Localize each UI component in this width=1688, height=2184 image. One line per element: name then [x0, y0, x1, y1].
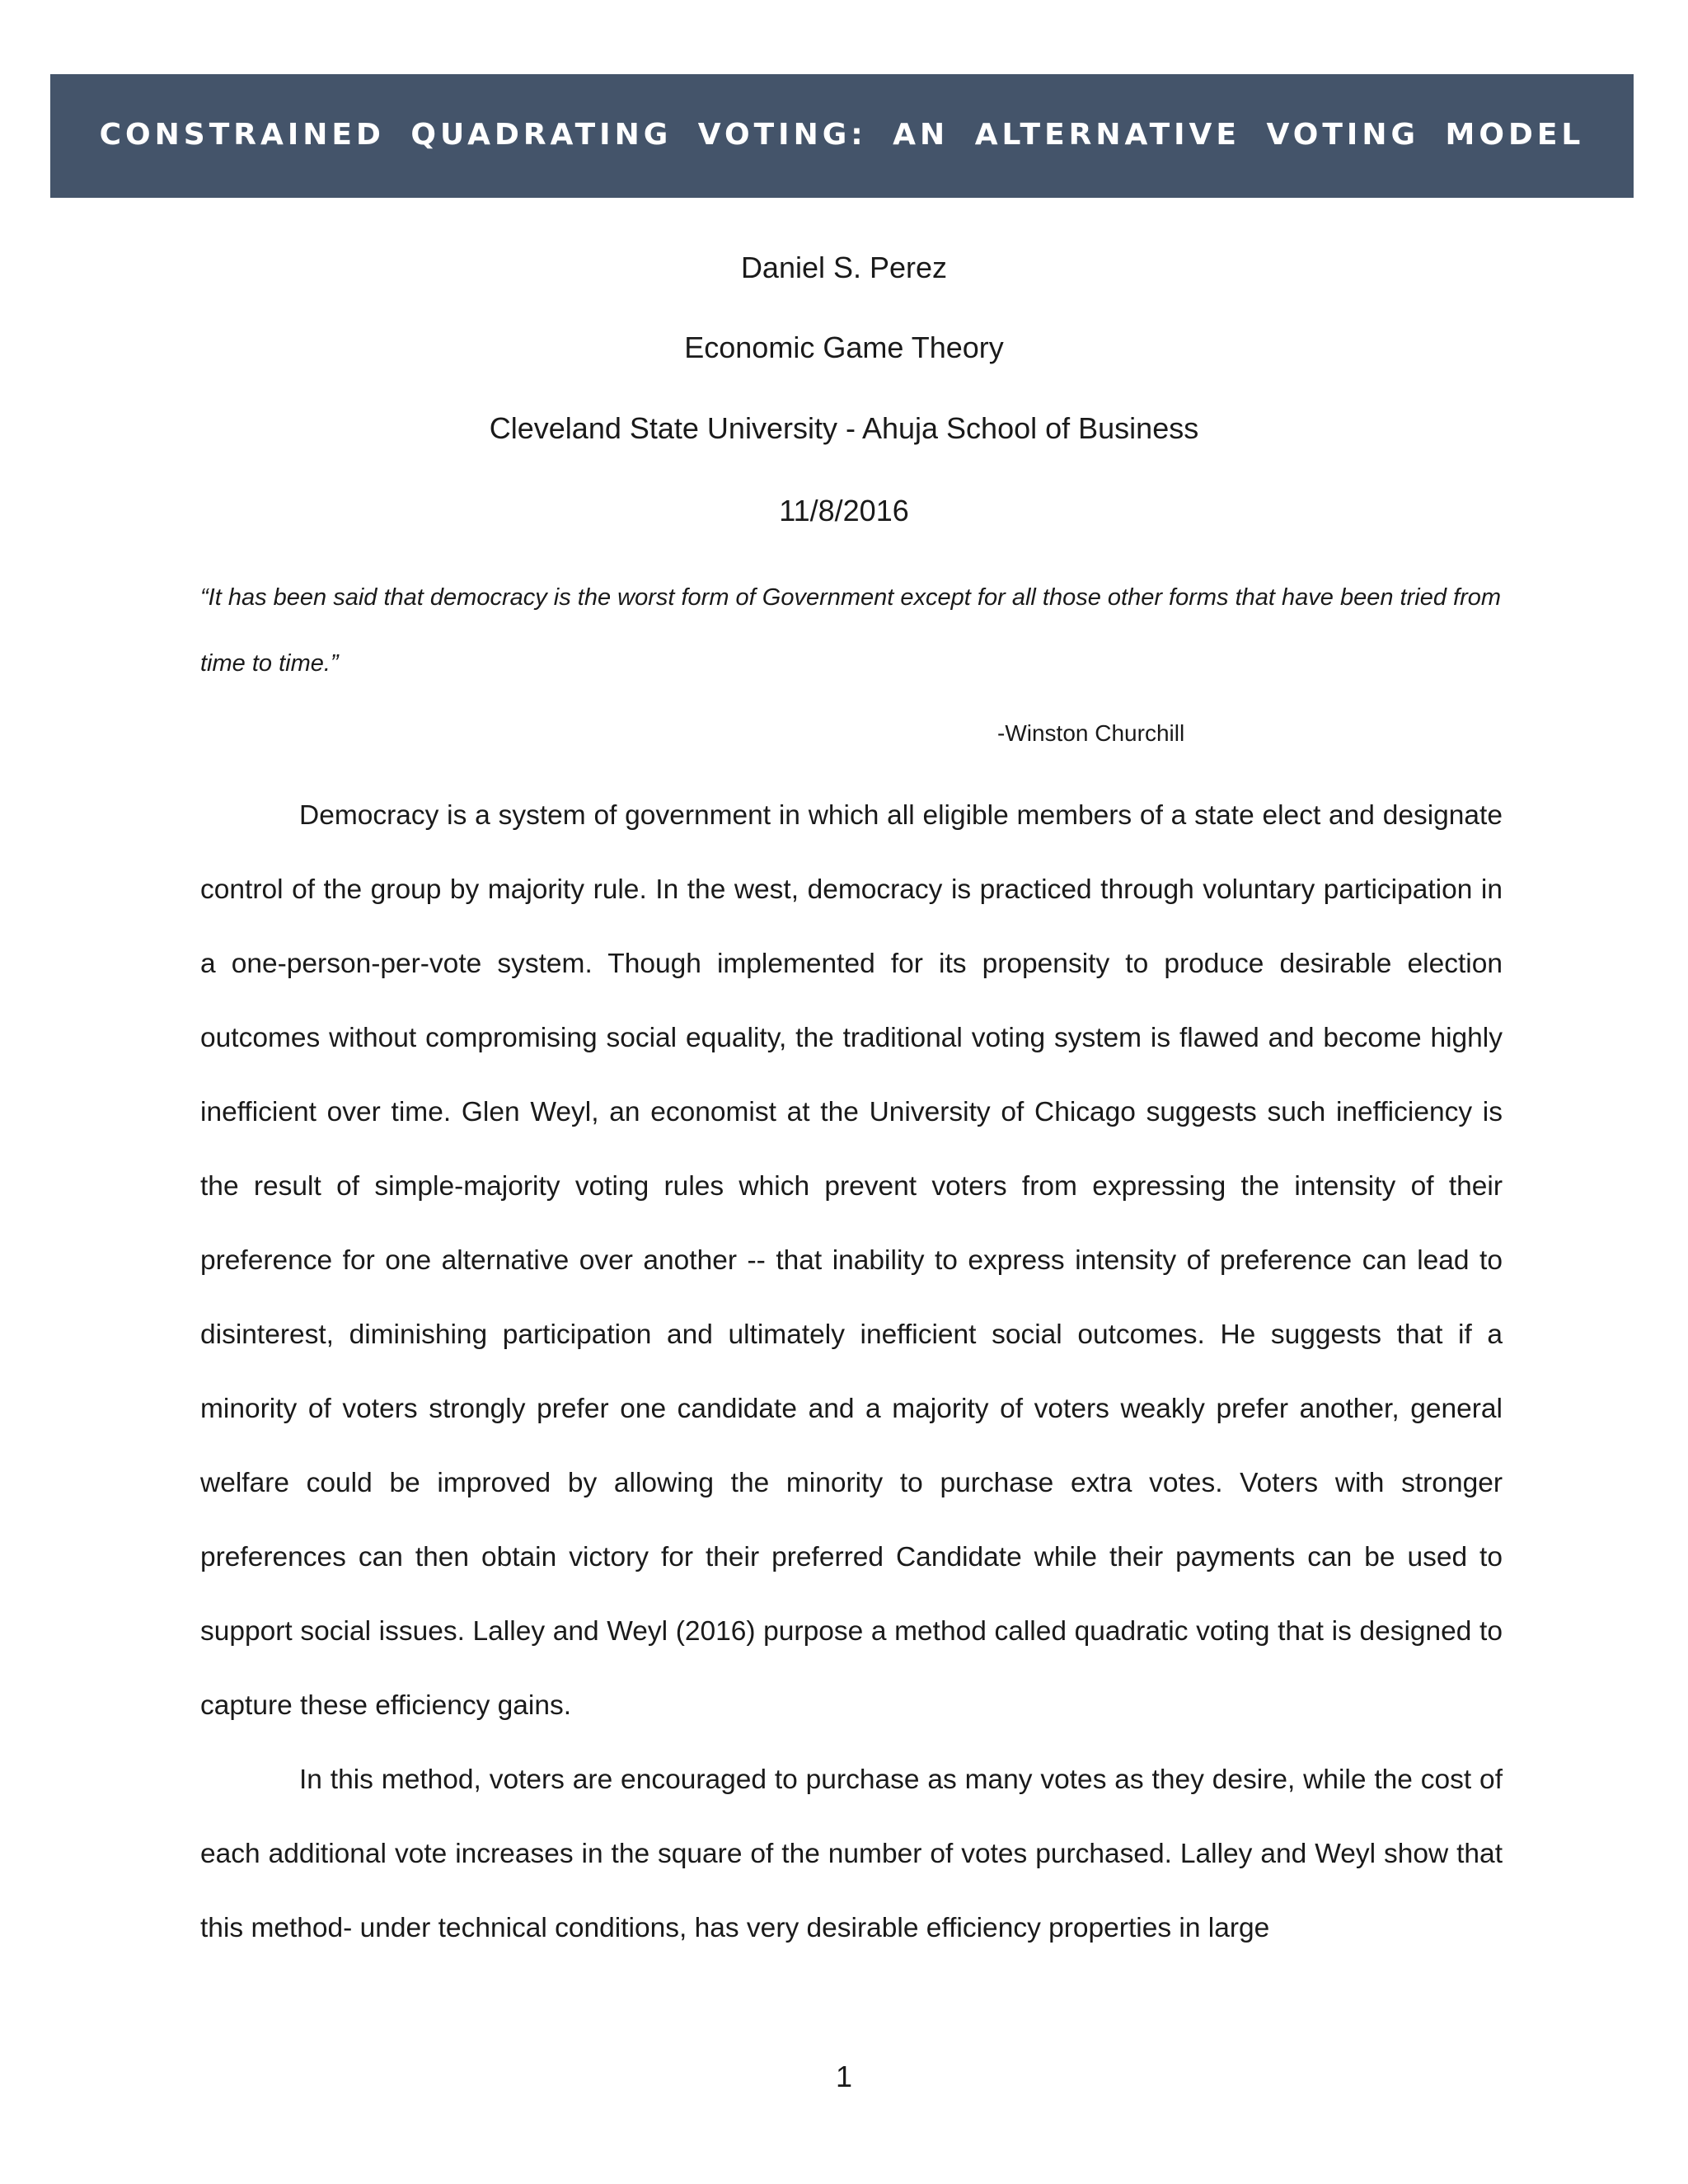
paragraph: In this method, voters are encouraged to purchase as many votes as they desire, while the cost of each additional vote increases in the square of the number of votes purchased. Lalley and Weyl show that this method- under technical conditions, has very desirable efficiency properties in large [200, 1765, 1503, 1943]
epigraph-attribution: -Winston Churchill [997, 720, 1185, 746]
author-name: Daniel S. Perez [740, 251, 948, 284]
epigraph-quote: “It has been said that democracy is the worst form of Government except for all those other forms that have been tried from time to time.” [200, 584, 1502, 677]
page-number: 1 [835, 2060, 853, 2093]
paragraph: Democracy is a system of government in which all eligible members of a state elect and designate control of the group by majority rule. In the west, democracy is practiced through voluntary participation in a one-person-per-vote system. Though implemented for its propensity to produce desirable election outcomes without compromising social equality, the traditional voting system is flawed and become highly inefficient over time. Glen Weyl, an economist at the University of Chicago suggests such inefficiency is the result of simple-majority voting rules which prevent voters from expressing the intensity of their preference for one alternative over another -- that inability to express intensity of preference can lead to disinterest, diminishing participation and ultimately inefficient social outcomes. He suggests that if a minority of voters strongly prefer one candidate and a majority of voters weakly prefer another, general welfare could be improved by allowing the minority to purchase extra votes. Voters with stronger preferences can then obtain victory for their preferred Candidate while their payments can be used to support social issues. Lalley and Weyl (2016) purpose a method called quadratic voting that is designed to capture these efficiency gains. [200, 800, 1503, 1721]
paper-title: CONSTRAINED QUADRATING VOTING: AN ALTERNATIVE VOTING MODEL [99, 117, 1585, 152]
title-banner [50, 74, 1634, 198]
paper-date: 11/8/2016 [779, 494, 909, 527]
institution-name: Cleveland State University - Ahuja School of Business [489, 411, 1199, 445]
body-text [200, 779, 1503, 1966]
course-name: Economic Game Theory [684, 330, 1004, 364]
